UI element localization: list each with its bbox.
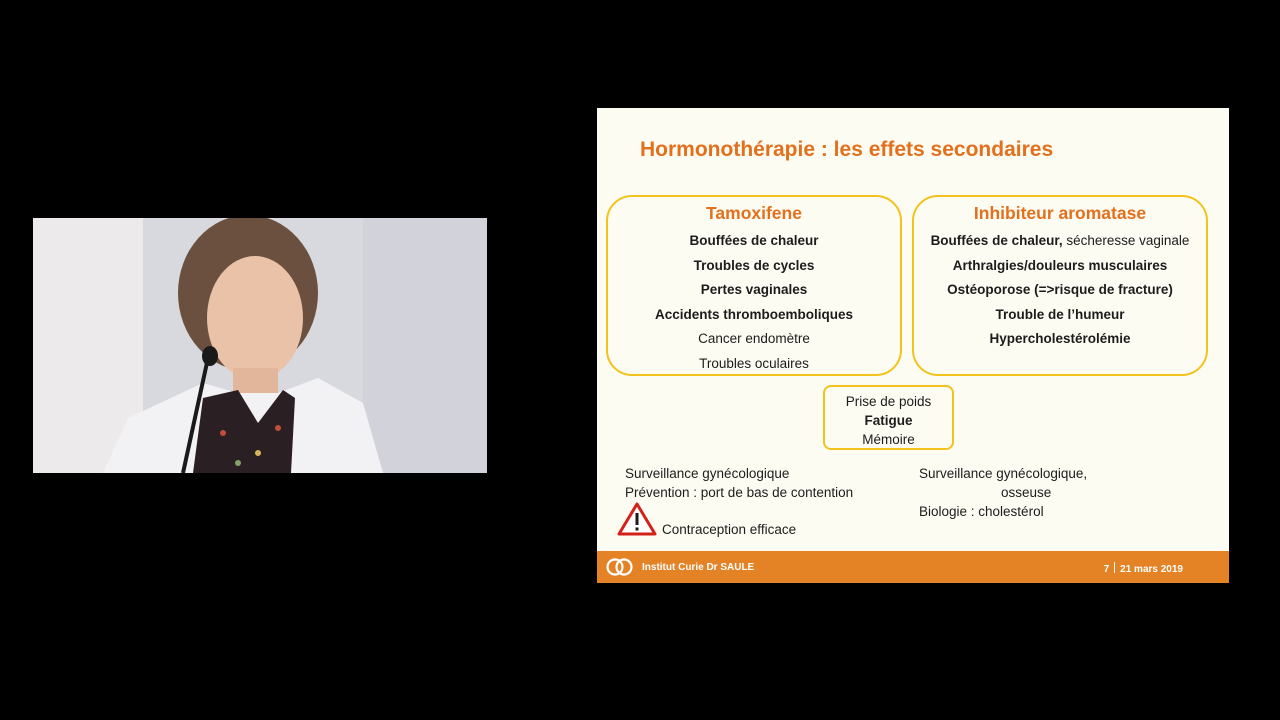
side-effect-item bbox=[914, 229, 1206, 254]
side-effect-item: Trouble de l’humeur bbox=[995, 306, 1125, 322]
note-line: Surveillance gynécologique, bbox=[919, 466, 1088, 481]
footer-page-number: 7 bbox=[1103, 564, 1110, 575]
inhibiteur-aromatase-box bbox=[912, 195, 1208, 376]
common-effect-item: Mémoire bbox=[862, 432, 915, 447]
side-effect-item: Troubles de cycles bbox=[693, 257, 815, 273]
side-effect-item: Arthralgies/douleurs musculaires bbox=[952, 257, 1168, 273]
footer-date: 21 mars 2019 bbox=[1120, 564, 1183, 575]
footer-organization: Institut Curie Dr SAULE bbox=[642, 562, 755, 573]
note-line: osseuse bbox=[1001, 485, 1052, 500]
note-line: Biologie : cholestérol bbox=[919, 504, 1044, 519]
side-effect-item: Cancer endomètre bbox=[698, 331, 810, 347]
inhibiteur-aromatase-heading: Inhibiteur aromatase bbox=[973, 203, 1147, 223]
note-line: Surveillance gynécologique bbox=[625, 466, 790, 481]
tamoxifene-heading: Tamoxifene bbox=[706, 203, 802, 223]
warning-text: Contraception efficace bbox=[662, 522, 797, 537]
side-effect-item: Accidents thromboemboliques bbox=[654, 306, 854, 322]
common-effect-item: Fatigue bbox=[864, 413, 913, 428]
warning-icon bbox=[617, 502, 657, 536]
presentation-slide bbox=[597, 108, 1229, 583]
tamoxifene-box bbox=[606, 195, 902, 376]
footer-page-date bbox=[1104, 562, 1183, 575]
slide-footer bbox=[597, 551, 1229, 583]
aromatase-monitoring-notes bbox=[919, 464, 1087, 521]
side-effect-item-extra: sécheresse vaginale bbox=[1062, 233, 1190, 248]
side-effect-item-bold: Bouffées de chaleur, bbox=[930, 233, 1063, 248]
institut-curie-logo-icon bbox=[605, 557, 635, 577]
tamoxifene-monitoring-notes bbox=[625, 464, 853, 502]
speaker-video-frame bbox=[33, 218, 487, 473]
side-effect-item: Ostéoporose (=>risque de fracture) bbox=[947, 282, 1173, 298]
side-effect-item: Pertes vaginales bbox=[700, 282, 808, 298]
side-effect-item: Troubles oculaires bbox=[699, 355, 809, 371]
side-effect-item: Bouffées de chaleur bbox=[689, 233, 819, 248]
speaker-video bbox=[33, 218, 487, 473]
common-effect-item: Prise de poids bbox=[845, 394, 932, 409]
slide-title: Hormonothérapie : les effets secondaires bbox=[640, 138, 1054, 161]
side-effect-item: Hypercholestérolémie bbox=[989, 331, 1131, 347]
note-line: Prévention : port de bas de contention bbox=[625, 485, 854, 500]
footer-separator bbox=[1114, 562, 1115, 573]
common-effects-box bbox=[823, 385, 954, 450]
